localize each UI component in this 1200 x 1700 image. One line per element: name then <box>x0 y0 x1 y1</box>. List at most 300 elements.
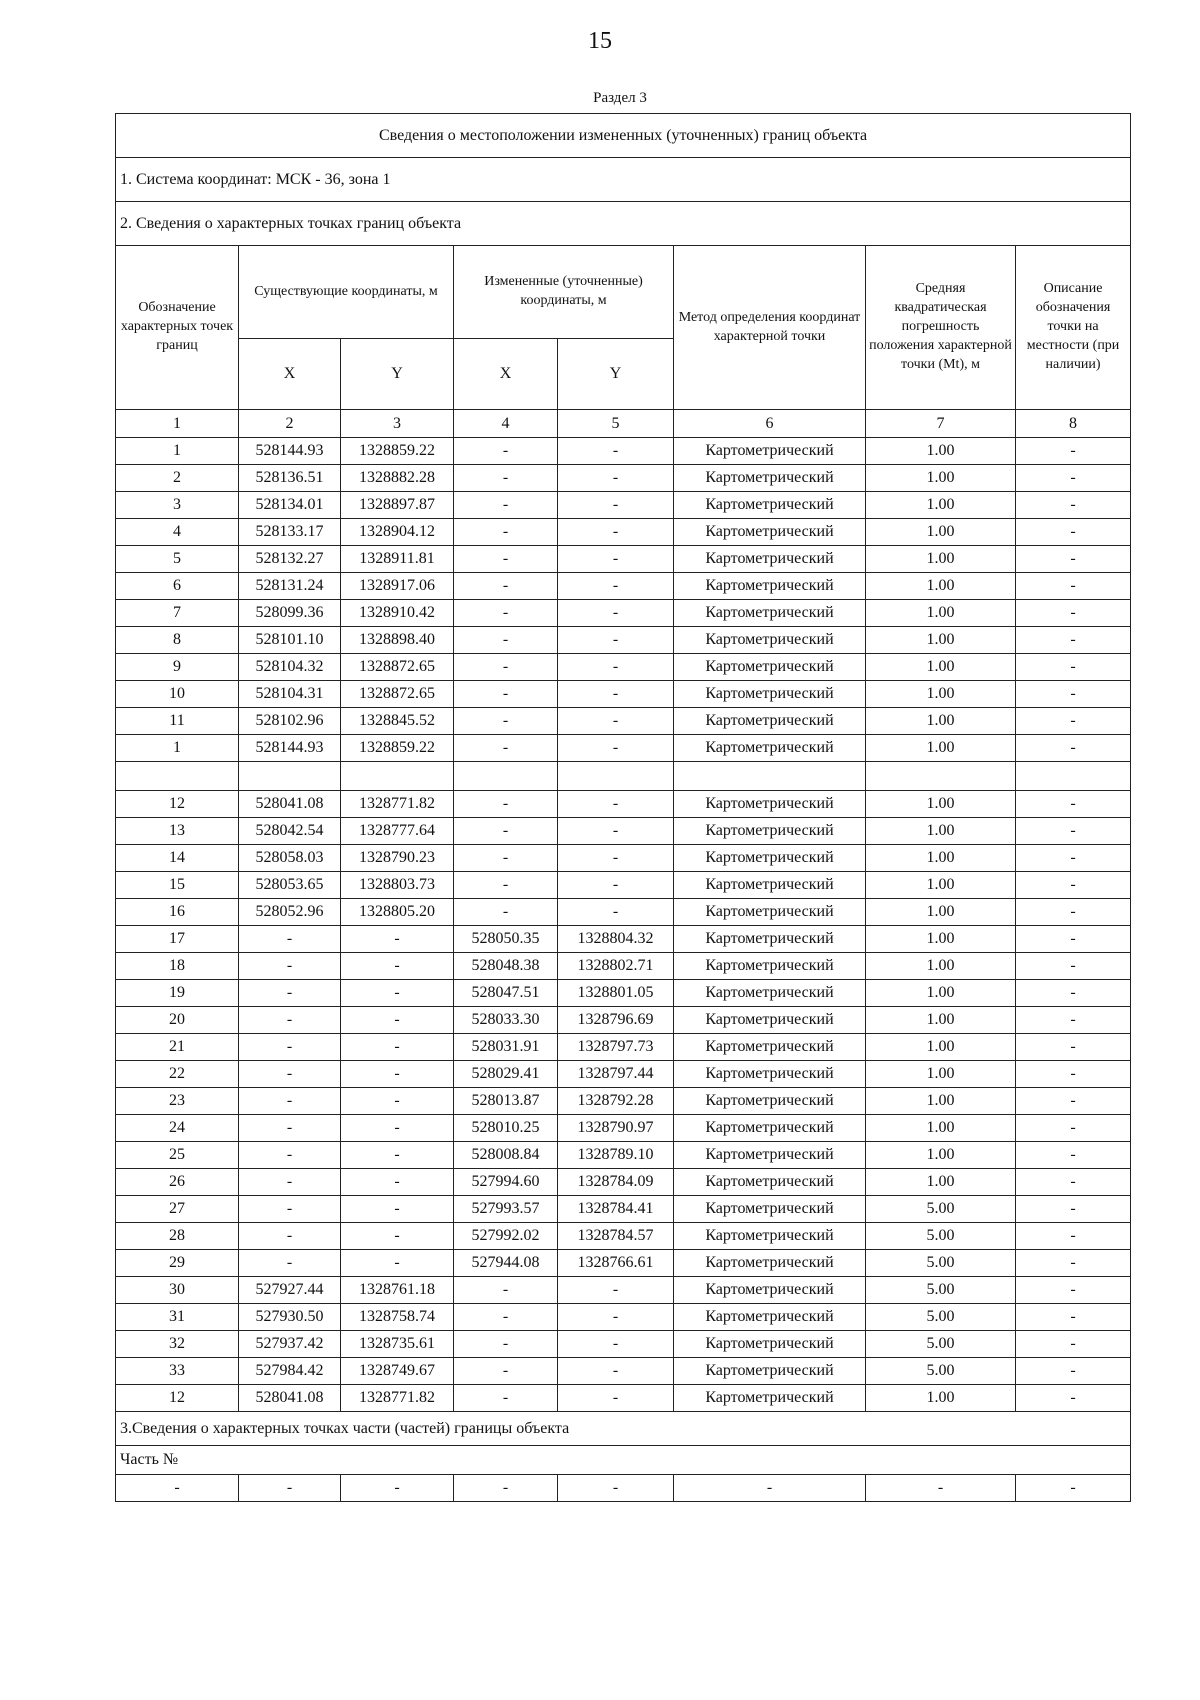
point-id-cell: 18 <box>116 953 239 980</box>
table-row <box>116 1385 1131 1412</box>
points-heading: 2. Сведения о характерных точках границ объекта <box>116 202 1131 246</box>
point-id-cell: 1 <box>116 735 239 762</box>
table-row <box>116 600 1131 627</box>
method-cell: Картометрический <box>674 791 866 818</box>
error-cell: 1.00 <box>866 926 1016 953</box>
existing-y-cell: - <box>341 1088 454 1115</box>
error-cell: 1.00 <box>866 791 1016 818</box>
error-cell: 1.00 <box>866 1115 1016 1142</box>
changed-x-cell: 527992.02 <box>454 1223 558 1250</box>
table-row <box>116 708 1131 735</box>
error-cell: 1.00 <box>866 980 1016 1007</box>
existing-x-cell: - <box>239 926 341 953</box>
changed-x-cell: - <box>454 899 558 926</box>
point-id-cell: 16 <box>116 899 239 926</box>
point-id-cell: 14 <box>116 845 239 872</box>
changed-y-cell: - <box>558 627 674 654</box>
table-row <box>116 1115 1131 1142</box>
description-cell: - <box>1016 654 1131 681</box>
coord-system: 1. Система координат: МСК - 36, зона 1 <box>116 158 1131 202</box>
table-row <box>116 654 1131 681</box>
changed-x-cell: - <box>454 573 558 600</box>
changed-y-cell: - <box>558 735 674 762</box>
column-number: 8 <box>1016 410 1131 438</box>
existing-x-cell: - <box>239 1250 341 1277</box>
changed-x-cell: - <box>454 600 558 627</box>
error-cell: 1.00 <box>866 899 1016 926</box>
changed-y-cell: - <box>558 546 674 573</box>
existing-y-cell: 1328859.22 <box>341 735 454 762</box>
existing-y-cell: 1328872.65 <box>341 654 454 681</box>
changed-y-cell: 1328784.57 <box>558 1223 674 1250</box>
changed-y-cell: - <box>558 1277 674 1304</box>
table-row <box>116 1088 1131 1115</box>
existing-x-cell: - <box>239 1034 341 1061</box>
error-cell: 1.00 <box>866 845 1016 872</box>
existing-y-cell: 1328904.12 <box>341 519 454 546</box>
changed-y-cell: 1328802.71 <box>558 953 674 980</box>
description-cell: - <box>1016 953 1131 980</box>
description-cell: - <box>1016 872 1131 899</box>
existing-y-cell: - <box>341 1007 454 1034</box>
error-cell: 1.00 <box>866 492 1016 519</box>
table-row <box>116 791 1131 818</box>
table-row <box>116 1304 1131 1331</box>
changed-x-cell: - <box>454 735 558 762</box>
point-id-cell: 28 <box>116 1223 239 1250</box>
description-cell: - <box>1016 1142 1131 1169</box>
column-number: 7 <box>866 410 1016 438</box>
changed-x-cell: - <box>454 791 558 818</box>
description-cell: - <box>1016 1034 1131 1061</box>
existing-x-cell: 528144.93 <box>239 735 341 762</box>
existing-y-cell: 1328859.22 <box>341 438 454 465</box>
changed-x-cell: 528031.91 <box>454 1034 558 1061</box>
header-changed-coords: Измененные (уточненные) координаты, м <box>454 246 674 339</box>
part-cell: - <box>341 1475 454 1502</box>
point-id-cell: 30 <box>116 1277 239 1304</box>
table-row <box>116 573 1131 600</box>
header-changed-y: Y <box>558 339 674 410</box>
existing-y-cell: 1328777.64 <box>341 818 454 845</box>
changed-x-cell: - <box>454 872 558 899</box>
existing-y-cell: - <box>341 1034 454 1061</box>
method-cell: Картометрический <box>674 681 866 708</box>
existing-x-cell: 528104.32 <box>239 654 341 681</box>
description-cell: - <box>1016 1007 1131 1034</box>
method-cell: Картометрический <box>674 926 866 953</box>
point-id-cell: 24 <box>116 1115 239 1142</box>
changed-y-cell: - <box>558 465 674 492</box>
error-cell: 1.00 <box>866 546 1016 573</box>
point-id-cell: 12 <box>116 791 239 818</box>
description-cell: - <box>1016 1304 1131 1331</box>
error-cell: 5.00 <box>866 1304 1016 1331</box>
error-cell: 1.00 <box>866 735 1016 762</box>
changed-y-cell: - <box>558 681 674 708</box>
existing-x-cell: 527927.44 <box>239 1277 341 1304</box>
table-row <box>116 438 1131 465</box>
existing-y-cell: 1328917.06 <box>341 573 454 600</box>
changed-x-cell: - <box>454 1304 558 1331</box>
existing-y-cell: - <box>341 953 454 980</box>
changed-x-cell: 527993.57 <box>454 1196 558 1223</box>
part-cell: - <box>558 1475 674 1502</box>
existing-y-cell: - <box>341 1142 454 1169</box>
existing-x-cell: 528058.03 <box>239 845 341 872</box>
point-id-cell: 17 <box>116 926 239 953</box>
description-cell: - <box>1016 1277 1131 1304</box>
error-cell: 1.00 <box>866 600 1016 627</box>
error-cell: 1.00 <box>866 1142 1016 1169</box>
method-cell: Картометрический <box>674 600 866 627</box>
changed-x-cell: - <box>454 681 558 708</box>
existing-x-cell: 528042.54 <box>239 818 341 845</box>
description-cell: - <box>1016 899 1131 926</box>
existing-x-cell: 528133.17 <box>239 519 341 546</box>
table-row <box>116 953 1131 980</box>
changed-x-cell: 528050.35 <box>454 926 558 953</box>
method-cell: Картометрический <box>674 899 866 926</box>
column-number: 3 <box>341 410 454 438</box>
existing-y-cell: 1328771.82 <box>341 791 454 818</box>
method-cell: Картометрический <box>674 1007 866 1034</box>
changed-x-cell: 527994.60 <box>454 1169 558 1196</box>
point-id-cell: 10 <box>116 681 239 708</box>
changed-y-cell: 1328801.05 <box>558 980 674 1007</box>
changed-y-cell: - <box>558 1385 674 1412</box>
table-row <box>116 926 1131 953</box>
error-cell: 1.00 <box>866 438 1016 465</box>
existing-y-cell: 1328758.74 <box>341 1304 454 1331</box>
changed-x-cell: - <box>454 845 558 872</box>
existing-x-cell: 528132.27 <box>239 546 341 573</box>
method-cell: Картометрический <box>674 1034 866 1061</box>
description-cell: - <box>1016 1250 1131 1277</box>
changed-y-cell: - <box>558 791 674 818</box>
description-cell: - <box>1016 1385 1131 1412</box>
table-row <box>116 546 1131 573</box>
method-cell: Картометрический <box>674 1277 866 1304</box>
changed-y-cell: 1328790.97 <box>558 1115 674 1142</box>
existing-y-cell: 1328749.67 <box>341 1358 454 1385</box>
point-id-cell: 29 <box>116 1250 239 1277</box>
method-cell: Картометрический <box>674 872 866 899</box>
error-cell: 5.00 <box>866 1250 1016 1277</box>
error-cell: 1.00 <box>866 573 1016 600</box>
existing-x-cell: 528053.65 <box>239 872 341 899</box>
description-cell: - <box>1016 1358 1131 1385</box>
changed-y-cell: - <box>558 654 674 681</box>
method-cell: Картометрический <box>674 1304 866 1331</box>
existing-x-cell: 528134.01 <box>239 492 341 519</box>
error-cell: 1.00 <box>866 627 1016 654</box>
method-cell: Картометрический <box>674 1358 866 1385</box>
error-cell: 1.00 <box>866 872 1016 899</box>
changed-x-cell: - <box>454 818 558 845</box>
table-row <box>116 1358 1131 1385</box>
point-id-cell: 1 <box>116 438 239 465</box>
changed-x-cell: - <box>454 654 558 681</box>
changed-y-cell: - <box>558 708 674 735</box>
header-error: Средняя квадратическая погрешность положения характерной точки (Mt), м <box>866 246 1016 410</box>
method-cell: Картометрический <box>674 465 866 492</box>
column-number: 1 <box>116 410 239 438</box>
existing-x-cell: - <box>239 980 341 1007</box>
description-cell: - <box>1016 818 1131 845</box>
existing-y-cell: - <box>341 1250 454 1277</box>
column-number: 6 <box>674 410 866 438</box>
table-row <box>116 980 1131 1007</box>
description-cell: - <box>1016 681 1131 708</box>
point-id-cell: 7 <box>116 600 239 627</box>
existing-x-cell: 527930.50 <box>239 1304 341 1331</box>
table-row <box>116 519 1131 546</box>
changed-y-cell: - <box>558 519 674 546</box>
method-cell: Картометрический <box>674 1196 866 1223</box>
changed-x-cell: - <box>454 627 558 654</box>
error-cell: 1.00 <box>866 1088 1016 1115</box>
method-cell: Картометрический <box>674 1169 866 1196</box>
error-cell: 5.00 <box>866 1358 1016 1385</box>
part-cell: - <box>116 1475 239 1502</box>
error-cell: 1.00 <box>866 654 1016 681</box>
method-cell: Картометрический <box>674 845 866 872</box>
changed-x-cell: 528048.38 <box>454 953 558 980</box>
existing-x-cell: 528041.08 <box>239 791 341 818</box>
header-description: Описание обозначения точки на местности (при наличии) <box>1016 246 1131 410</box>
existing-y-cell: - <box>341 1061 454 1088</box>
error-cell: 1.00 <box>866 465 1016 492</box>
changed-y-cell: - <box>558 573 674 600</box>
error-cell: 5.00 <box>866 1277 1016 1304</box>
existing-x-cell: 528144.93 <box>239 438 341 465</box>
existing-x-cell: - <box>239 1196 341 1223</box>
description-cell: - <box>1016 465 1131 492</box>
method-cell: Картометрический <box>674 1250 866 1277</box>
existing-x-cell: 527937.42 <box>239 1331 341 1358</box>
point-id-cell: 26 <box>116 1169 239 1196</box>
table-row <box>116 1034 1131 1061</box>
changed-x-cell: 528033.30 <box>454 1007 558 1034</box>
changed-y-cell: - <box>558 438 674 465</box>
section-label: Раздел 3 <box>593 90 647 106</box>
description-cell: - <box>1016 1061 1131 1088</box>
method-cell: Картометрический <box>674 654 866 681</box>
part-cell: - <box>454 1475 558 1502</box>
table-row <box>116 1196 1131 1223</box>
description-cell: - <box>1016 735 1131 762</box>
changed-y-cell: 1328789.10 <box>558 1142 674 1169</box>
table-row <box>116 1007 1131 1034</box>
point-id-cell: 25 <box>116 1142 239 1169</box>
error-cell: 5.00 <box>866 1223 1016 1250</box>
changed-x-cell: 528029.41 <box>454 1061 558 1088</box>
header-method: Метод определения координат характерной точки <box>674 246 866 410</box>
table-row <box>116 465 1131 492</box>
changed-y-cell: 1328784.41 <box>558 1196 674 1223</box>
changed-y-cell: 1328797.73 <box>558 1034 674 1061</box>
description-cell: - <box>1016 1169 1131 1196</box>
table-row <box>116 899 1131 926</box>
table-row <box>116 681 1131 708</box>
existing-y-cell: 1328910.42 <box>341 600 454 627</box>
existing-y-cell: - <box>341 1223 454 1250</box>
point-id-cell: 12 <box>116 1385 239 1412</box>
changed-y-cell: - <box>558 872 674 899</box>
description-cell: - <box>1016 1223 1131 1250</box>
point-id-cell: 9 <box>116 654 239 681</box>
header-changed-x: X <box>454 339 558 410</box>
existing-y-cell: 1328735.61 <box>341 1331 454 1358</box>
changed-y-cell: - <box>558 600 674 627</box>
existing-y-cell: 1328872.65 <box>341 681 454 708</box>
point-id-cell: 6 <box>116 573 239 600</box>
point-id-cell: 3 <box>116 492 239 519</box>
method-cell: Картометрический <box>674 438 866 465</box>
existing-y-cell: - <box>341 926 454 953</box>
existing-y-cell: 1328790.23 <box>341 845 454 872</box>
existing-x-cell: 528099.36 <box>239 600 341 627</box>
existing-y-cell: - <box>341 1115 454 1142</box>
description-cell: - <box>1016 1088 1131 1115</box>
error-cell: 1.00 <box>866 1007 1016 1034</box>
method-cell: Картометрический <box>674 627 866 654</box>
description-cell: - <box>1016 791 1131 818</box>
existing-x-cell: - <box>239 1142 341 1169</box>
description-cell: - <box>1016 573 1131 600</box>
error-cell: 1.00 <box>866 519 1016 546</box>
table-row <box>116 1061 1131 1088</box>
error-cell: 1.00 <box>866 953 1016 980</box>
existing-x-cell: - <box>239 953 341 980</box>
description-cell: - <box>1016 492 1131 519</box>
changed-y-cell: - <box>558 845 674 872</box>
description-cell: - <box>1016 708 1131 735</box>
method-cell: Картометрический <box>674 953 866 980</box>
changed-x-cell: 528013.87 <box>454 1088 558 1115</box>
changed-x-cell: - <box>454 1385 558 1412</box>
existing-y-cell: 1328882.28 <box>341 465 454 492</box>
changed-y-cell: 1328792.28 <box>558 1088 674 1115</box>
point-id-cell: 8 <box>116 627 239 654</box>
existing-y-cell: 1328898.40 <box>341 627 454 654</box>
point-id-cell: 27 <box>116 1196 239 1223</box>
changed-x-cell: 527944.08 <box>454 1250 558 1277</box>
changed-y-cell: - <box>558 492 674 519</box>
part-heading: 3.Сведения о характерных точках части (частей) границы объекта <box>116 1412 1131 1446</box>
table-row <box>116 1331 1131 1358</box>
changed-x-cell: - <box>454 492 558 519</box>
column-number: 5 <box>558 410 674 438</box>
changed-x-cell: - <box>454 465 558 492</box>
changed-x-cell: - <box>454 1331 558 1358</box>
header-designation: Обозначение характерных точек границ <box>116 246 239 410</box>
method-cell: Картометрический <box>674 519 866 546</box>
description-cell: - <box>1016 600 1131 627</box>
error-cell: 1.00 <box>866 708 1016 735</box>
existing-x-cell: 528102.96 <box>239 708 341 735</box>
changed-y-cell: 1328784.09 <box>558 1169 674 1196</box>
part-cell: - <box>674 1475 866 1502</box>
error-cell: 1.00 <box>866 1034 1016 1061</box>
changed-y-cell: - <box>558 818 674 845</box>
table-row <box>116 1277 1131 1304</box>
part-number-label: Часть № <box>116 1446 1131 1475</box>
part-cell: - <box>1016 1475 1131 1502</box>
changed-x-cell: - <box>454 438 558 465</box>
existing-y-cell: 1328803.73 <box>341 872 454 899</box>
method-cell: Картометрический <box>674 980 866 1007</box>
existing-y-cell: 1328897.87 <box>341 492 454 519</box>
method-cell: Картометрический <box>674 1223 866 1250</box>
table-title: Сведения о местоположении измененных (уточненных) границ объекта <box>116 114 1131 158</box>
table-row <box>116 1169 1131 1196</box>
changed-x-cell: - <box>454 708 558 735</box>
table-row <box>116 735 1131 762</box>
method-cell: Картометрический <box>674 708 866 735</box>
description-cell: - <box>1016 1196 1131 1223</box>
existing-y-cell: 1328911.81 <box>341 546 454 573</box>
description-cell: - <box>1016 926 1131 953</box>
existing-y-cell: 1328771.82 <box>341 1385 454 1412</box>
point-id-cell: 4 <box>116 519 239 546</box>
error-cell: 1.00 <box>866 1385 1016 1412</box>
table-row <box>116 872 1131 899</box>
existing-x-cell: - <box>239 1223 341 1250</box>
existing-y-cell: 1328761.18 <box>341 1277 454 1304</box>
part-cell: - <box>239 1475 341 1502</box>
column-number: 4 <box>454 410 558 438</box>
table-row <box>116 818 1131 845</box>
header-existing-x: X <box>239 339 341 410</box>
point-id-cell: 19 <box>116 980 239 1007</box>
method-cell: Картометрический <box>674 1142 866 1169</box>
existing-y-cell: - <box>341 980 454 1007</box>
point-id-cell: 23 <box>116 1088 239 1115</box>
method-cell: Картометрический <box>674 1061 866 1088</box>
method-cell: Картометрический <box>674 492 866 519</box>
changed-x-cell: 528047.51 <box>454 980 558 1007</box>
part-cell: - <box>866 1475 1016 1502</box>
existing-x-cell: 528052.96 <box>239 899 341 926</box>
table-row <box>116 1250 1131 1277</box>
table-row <box>116 1142 1131 1169</box>
table-row <box>116 845 1131 872</box>
description-cell: - <box>1016 980 1131 1007</box>
error-cell: 1.00 <box>866 681 1016 708</box>
description-cell: - <box>1016 1331 1131 1358</box>
table-row <box>116 627 1131 654</box>
description-cell: - <box>1016 845 1131 872</box>
changed-y-cell: 1328804.32 <box>558 926 674 953</box>
table-row <box>116 492 1131 519</box>
point-id-cell: 5 <box>116 546 239 573</box>
point-id-cell: 13 <box>116 818 239 845</box>
existing-y-cell: 1328845.52 <box>341 708 454 735</box>
separator-row <box>116 762 1131 791</box>
error-cell: 1.00 <box>866 1169 1016 1196</box>
existing-x-cell: 528131.24 <box>239 573 341 600</box>
changed-x-cell: - <box>454 519 558 546</box>
existing-y-cell: - <box>341 1169 454 1196</box>
part-row <box>116 1475 1131 1502</box>
header-existing-y: Y <box>341 339 454 410</box>
changed-x-cell: 528010.25 <box>454 1115 558 1142</box>
boundary-points-table <box>115 113 1131 1502</box>
point-id-cell: 2 <box>116 465 239 492</box>
method-cell: Картометрический <box>674 1115 866 1142</box>
